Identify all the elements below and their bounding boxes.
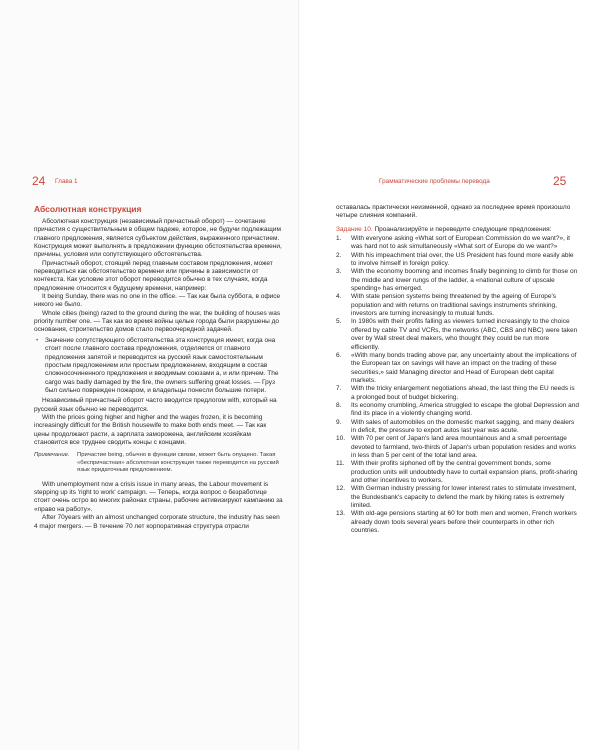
paragraph: It being Sunday, there was no one in the office. — Так как была суббота, в офисе никого не было. bbox=[34, 293, 281, 309]
section-title: Абсолютная конструкция bbox=[34, 204, 142, 214]
exercise-item bbox=[336, 235, 579, 252]
exercise-text: With the economy booming and incomes finally beginning to climb for those on the middle and lower rungs of the ladder, a «national culture of upscale spending» has emerged. bbox=[351, 268, 578, 293]
exercise-item bbox=[336, 510, 579, 535]
continuation-paragraph: оставалась практически неизменной, однако за последнее время произошло четыре слияния компаний. bbox=[336, 204, 571, 220]
exercise-number: 11. bbox=[336, 460, 345, 468]
exercise-text: With state pension systems being threatened by the ageing of Europe's population and with returns on traditional savings instruments shrinking, investors are turning increasingly to mutual funds. bbox=[351, 293, 557, 318]
exercise-text: With 70 per cent of Japan's land area mountainous and a small percentage devoted to farmland, two-thirds of Japan's urban population resides and works in less than 5 per cent of the total land area. bbox=[351, 435, 576, 459]
right-page bbox=[300, 0, 600, 750]
paragraph: Абсолютная конструкция (независимый причастный оборот) — сочетание причастия с существительным в общем падеже, которое, не будучи подлежащим главного предложения, является субъектом действия, выраженного причастием. Конструкция может выполнять в предложении функцию обстоятельства времени, причины, условия или сопутствующего обстоятельства. bbox=[34, 218, 282, 259]
exercise-number: 10. bbox=[336, 435, 346, 443]
task-instruction: Проанализируйте и переведите следующие предложения: bbox=[374, 225, 552, 233]
paragraph: With the prices going higher and higher and the wages frozen, it is becoming increasingly difficult for the British housewife to make both ends meet. — Так как цены продолжают расти, а зарплата заморожена, английским хозяйкам становится все труднее сводить концы с концами. bbox=[34, 413, 267, 446]
exercise-list bbox=[336, 235, 579, 535]
exercise-number: 3. bbox=[336, 268, 342, 276]
exercise-text: In 1980s with their profits falling as viewers turned increasingly to the choice offered by cable TV and VCRs, the networks (ABC, CBS and NBC) were taken over by Wall street deal makers, who thought they could be run more efficiently. bbox=[351, 318, 578, 351]
exercise-text: With German industry pressing for lower interest rates to stimulate investment, the Bundesbank's capacity to defend the mark by hiking rates is extremely limited. bbox=[351, 485, 577, 510]
bullet-icon: • bbox=[36, 336, 39, 344]
exercise-text: With everyone asking «What sort of European Commission do we want?», it was hard not to ask simultaneously «What sort of Europe do we want?» bbox=[351, 235, 570, 251]
exercise-item bbox=[336, 385, 579, 402]
exercise-item bbox=[336, 485, 579, 510]
exercise-number: 8. bbox=[336, 401, 342, 409]
exercise-item bbox=[336, 435, 579, 460]
left-running-head: Глава 1 bbox=[55, 178, 78, 185]
exercise-item bbox=[336, 293, 579, 318]
exercise-number: 9. bbox=[336, 418, 342, 426]
exercise-text: «With many bonds trading above par, any uncertainty about the implications of the European tax on savings will have an impact on the trading of these securities,» said Managing director and Head of European debt capital markets. bbox=[351, 351, 577, 384]
exercise-number: 6. bbox=[336, 351, 342, 359]
exercise-text: With their profits siphoned off by the central government bonds, some production units will undoubtedly have to curtail expansion plans, profit-sharing and other incentives to workers. bbox=[351, 460, 578, 484]
exercise-item bbox=[336, 318, 579, 351]
exercise-number: 5. bbox=[336, 318, 342, 326]
task-heading bbox=[336, 226, 579, 234]
left-page-number: 24 bbox=[32, 174, 46, 188]
exercise-item bbox=[336, 352, 579, 385]
exercise-text: With his impeachment trial over, the US President has found more easily able to involve himself in foreign policy. bbox=[351, 251, 574, 268]
paragraph: After 70years with an almost unchanged corporate structure, the industry has seen 4 major mergers. — В течение 70 лет корпоративная структура отрасли bbox=[34, 514, 280, 530]
exercise-number: 13. bbox=[336, 510, 346, 518]
paragraph: Причастный оборот, стоящий перед главным составом предложения, может переводиться как обстоятельство времени или причины в зависимости от контекста. Как условие этот оборот переводится обычно в тех случаях, когда предложение относится к будущему времени, например: bbox=[34, 259, 273, 292]
exercise-number: 2. bbox=[336, 251, 342, 259]
paragraph: Независимый причастный оборот часто вводится предлогом with, который на русский язык обычно не переводится. bbox=[34, 397, 277, 413]
exercise-item bbox=[336, 252, 579, 269]
exercise-text: Its economy crumbling, America struggled to escape the global Depression and find its place in a violently changing world. bbox=[351, 401, 579, 418]
exercise-number: 4. bbox=[336, 293, 342, 301]
note-text: Причастие being, обычно в функции связки, может быть опущено. Такая «беспричастная» абсолютная конструкция также переводится на русский язык придаточным предложением. bbox=[77, 452, 279, 474]
right-page-number: 25 bbox=[553, 174, 567, 188]
exercise-item bbox=[336, 268, 579, 293]
exercise-item bbox=[336, 460, 579, 485]
paragraph: With unemployment now a crisis issue in many areas, the Labour movement is stepping up its 'right to work' campaign. — Теперь, когда вопрос о безработице стоит очень остро во многих районах страны, рабочие активизируют кампанию за «право на работу». bbox=[34, 480, 283, 513]
exercise-text: With old-age pensions starting at 60 for both men and women, French workers already down tools several years before their counterparts in other rich countries. bbox=[351, 510, 577, 535]
exercise-text: With the tricky enlargement negotiations ahead, the last thing the EU needs is a prolonged bout of budget bickering. bbox=[351, 385, 575, 401]
left-page-content bbox=[34, 204, 283, 531]
exercise-number: 1. bbox=[336, 235, 342, 243]
bullet-text: Значение сопутствующего обстоятельства эта конструкция имеет, когда она стоит после главного состава предложения, отделяется от главного предложения запятой и переводится на русский язык самостоятельным простым предложением или простым предложением, входящим в состав сложносочиненного предложения и вводимым союзами а, и или причем. The cargo was badly damaged by the fire, the owners suffering great losses. — Груз был сильно поврежден пожаром, и владельцы понесли большие потери. bbox=[45, 336, 279, 394]
exercise-item bbox=[336, 402, 579, 419]
exercise-number: 7. bbox=[336, 385, 342, 393]
exercise-text: With sales of automobiles on the domestic market sagging, and many dealers in deficit, the pressure to export autos last year was acute. bbox=[351, 418, 575, 434]
bullet-item bbox=[34, 337, 283, 395]
exercise-number: 12. bbox=[336, 485, 346, 493]
paragraph: Whole cities (being) razed to the ground during the war, the building of houses was priority number one. — Так как во время войны целые города были разрушены до основания, строительство домов стало первоочередной задачей. bbox=[34, 309, 281, 334]
task-label: Задание 10. bbox=[336, 225, 373, 233]
exercise-item bbox=[336, 419, 579, 436]
right-page-content bbox=[336, 204, 579, 535]
right-running-head: Грамматические проблемы перевода bbox=[379, 178, 490, 185]
note bbox=[34, 452, 283, 475]
note-label: Примечание. bbox=[34, 452, 70, 459]
